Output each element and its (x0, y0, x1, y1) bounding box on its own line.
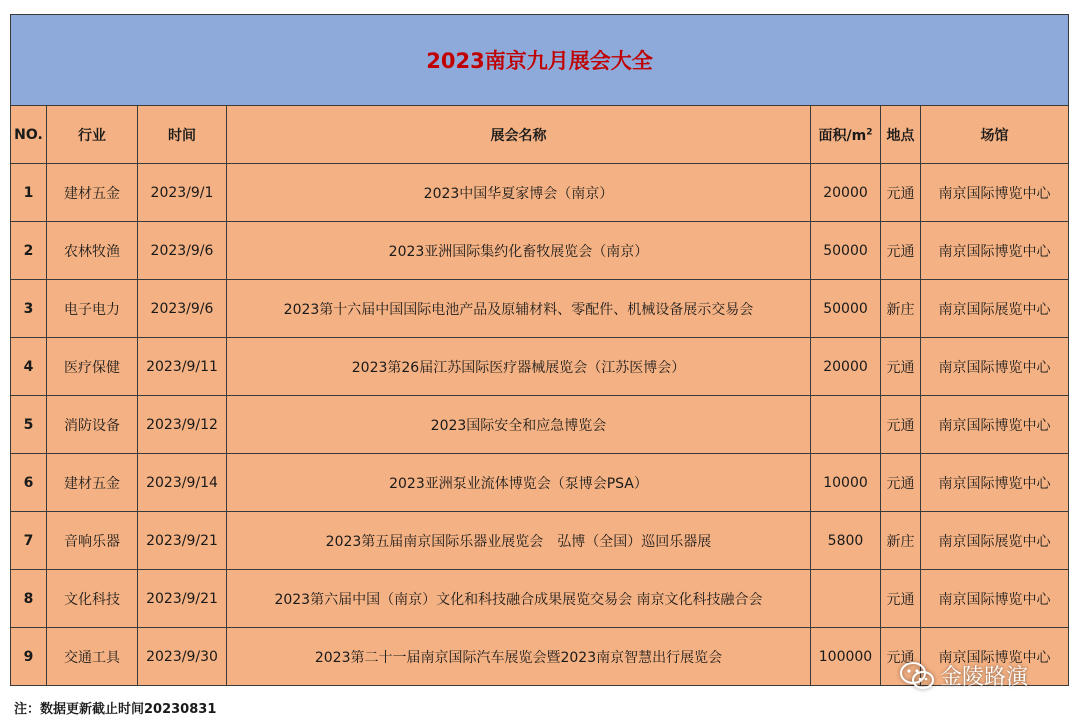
cell-time: 2023/9/11 (138, 338, 227, 396)
table-title: 2023南京九月展会大全 (11, 15, 1069, 106)
header-name: 展会名称 (227, 106, 811, 164)
cell-exhibition-name: 2023第五届南京国际乐器业展览会 弘博（全国）巡回乐器展 (227, 512, 811, 570)
cell-area: 20000 (811, 338, 881, 396)
cell-industry: 消防设备 (47, 396, 138, 454)
cell-venue: 南京国际博览中心 (921, 454, 1069, 512)
update-note: 注：数据更新截止时间20230831 (14, 702, 217, 717)
header-industry: 行业 (47, 106, 138, 164)
header-location: 地点 (881, 106, 921, 164)
cell-industry: 建材五金 (47, 164, 138, 222)
header-row (11, 106, 1069, 164)
cell-time: 2023/9/6 (138, 280, 227, 338)
cell-venue: 南京国际博览中心 (921, 164, 1069, 222)
header-no: NO. (11, 106, 47, 164)
cell-venue: 南京国际博览中心 (921, 628, 1069, 686)
cell-no: 8 (11, 570, 47, 628)
cell-exhibition-name: 2023第二十一届南京国际汽车展览会暨2023南京智慧出行展览会 (227, 628, 811, 686)
header-area-superscript: 2 (866, 126, 873, 137)
cell-area: 50000 (811, 280, 881, 338)
cell-no: 4 (11, 338, 47, 396)
cell-exhibition-name: 2023第26届江苏国际医疗器械展览会（江苏医博会） (227, 338, 811, 396)
table-row (11, 338, 1069, 396)
cell-exhibition-name: 2023亚洲国际集约化畜牧展览会（南京） (227, 222, 811, 280)
cell-industry: 音响乐器 (47, 512, 138, 570)
title-row (11, 15, 1069, 106)
cell-location: 元通 (881, 570, 921, 628)
table-row (11, 454, 1069, 512)
cell-location: 元通 (881, 628, 921, 686)
cell-no: 6 (11, 454, 47, 512)
cell-area: 10000 (811, 454, 881, 512)
cell-venue: 南京国际展览中心 (921, 280, 1069, 338)
table-row (11, 222, 1069, 280)
cell-time: 2023/9/30 (138, 628, 227, 686)
cell-venue: 南京国际博览中心 (921, 338, 1069, 396)
table-row (11, 280, 1069, 338)
header-time: 时间 (138, 106, 227, 164)
cell-location: 新庄 (881, 512, 921, 570)
header-venue: 场馆 (921, 106, 1069, 164)
cell-time: 2023/9/6 (138, 222, 227, 280)
cell-area: 20000 (811, 164, 881, 222)
cell-industry: 医疗保健 (47, 338, 138, 396)
cell-time: 2023/9/14 (138, 454, 227, 512)
cell-no: 2 (11, 222, 47, 280)
cell-area: 100000 (811, 628, 881, 686)
cell-venue: 南京国际博览中心 (921, 570, 1069, 628)
cell-industry: 文化科技 (47, 570, 138, 628)
cell-location: 元通 (881, 396, 921, 454)
table-row (11, 512, 1069, 570)
cell-venue: 南京国际展览中心 (921, 512, 1069, 570)
cell-industry: 电子电力 (47, 280, 138, 338)
header-area (811, 106, 881, 164)
cell-location: 元通 (881, 338, 921, 396)
cell-no: 5 (11, 396, 47, 454)
wechat-icon (900, 661, 934, 691)
table-row (11, 396, 1069, 454)
cell-time: 2023/9/21 (138, 512, 227, 570)
cell-industry: 农林牧渔 (47, 222, 138, 280)
cell-exhibition-name: 2023中国华夏家博会（南京） (227, 164, 811, 222)
cell-time: 2023/9/21 (138, 570, 227, 628)
cell-no: 1 (11, 164, 47, 222)
table-body (11, 164, 1069, 686)
cell-exhibition-name: 2023第六届中国（南京）文化和科技融合成果展览交易会 南京文化科技融合会 (227, 570, 811, 628)
cell-location: 新庄 (881, 280, 921, 338)
header-area-label: 面积/m (818, 127, 867, 144)
cell-industry: 建材五金 (47, 454, 138, 512)
table-row (11, 570, 1069, 628)
cell-area (811, 396, 881, 454)
cell-venue: 南京国际博览中心 (921, 396, 1069, 454)
table-row (11, 164, 1069, 222)
cell-exhibition-name: 2023亚洲泵业流体博览会（泵博会PSA） (227, 454, 811, 512)
cell-area: 5800 (811, 512, 881, 570)
cell-no: 3 (11, 280, 47, 338)
cell-exhibition-name: 2023国际安全和应急博览会 (227, 396, 811, 454)
cell-time: 2023/9/12 (138, 396, 227, 454)
cell-no: 7 (11, 512, 47, 570)
cell-no: 9 (11, 628, 47, 686)
cell-venue: 南京国际博览中心 (921, 222, 1069, 280)
cell-exhibition-name: 2023第十六届中国国际电池产品及原辅材料、零配件、机械设备展示交易会 (227, 280, 811, 338)
cell-industry: 交通工具 (47, 628, 138, 686)
cell-location: 元通 (881, 454, 921, 512)
cell-time: 2023/9/1 (138, 164, 227, 222)
cell-location: 元通 (881, 164, 921, 222)
watermark-text: 金陵路演 (940, 665, 1029, 690)
cell-area: 50000 (811, 222, 881, 280)
cell-area (811, 570, 881, 628)
exhibition-table (10, 14, 1069, 686)
watermark (900, 660, 1028, 691)
cell-location: 元通 (881, 222, 921, 280)
